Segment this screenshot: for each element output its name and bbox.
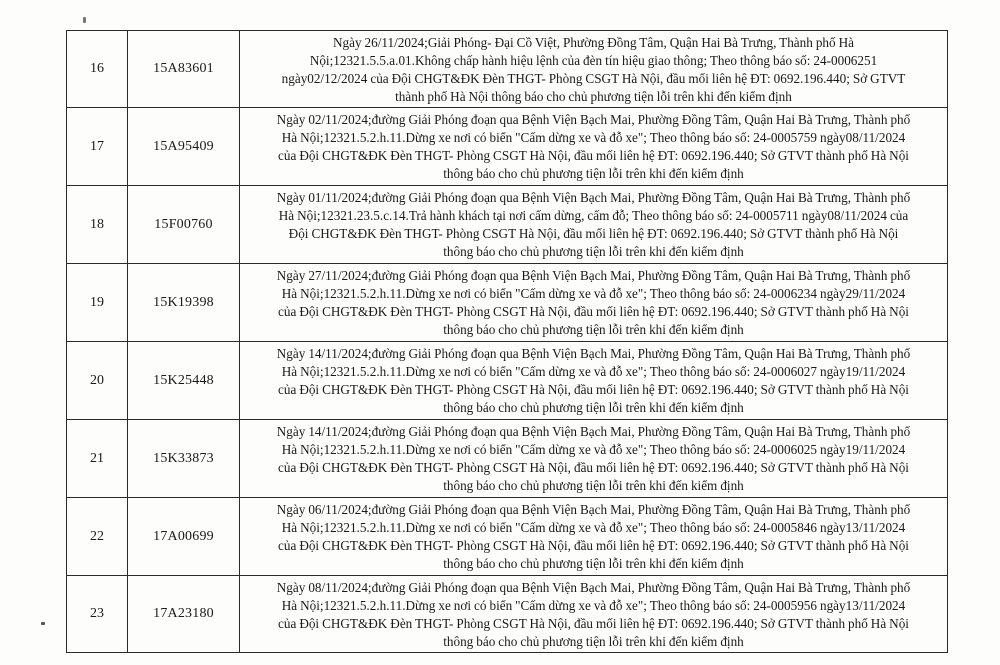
license-plate-cell: 15K25448 (128, 342, 240, 420)
table-row (67, 186, 948, 264)
violations-table-body (67, 31, 948, 653)
description-line: thông báo cho chủ phương tiện lỗi trên khi đến kiểm định (443, 244, 744, 259)
description-line: Ngày 08/11/2024;đường Giải Phóng đoạn qua Bệnh Viện Bạch Mai, Phường Đồng Tâm, Quận Hai Bà Trưng, Thành phố (276, 579, 911, 595)
row-number-cell: 16 (67, 31, 128, 108)
description-line: thông báo cho chủ phương tiện lỗi trên khi đến kiểm định (443, 478, 744, 493)
description-line: Ngày 26/11/2024;Giải Phóng- Đại Cồ Việt, Phường Đồng Tâm, Quận Hai Bà Trưng, Thành phố Hà (333, 34, 854, 50)
description-line: của Đội CHGT&ĐK Đèn THGT- Phòng CSGT Hà Nội, đầu mối liên hệ ĐT: 0692.196.440; Sở GTVT thành phố Hà Nội (278, 304, 909, 319)
description-line: của Đội CHGT&ĐK Đèn THGT- Phòng CSGT Hà Nội, đầu mối liên hệ ĐT: 0692.196.440; Sở GTVT thành phố Hà Nội (278, 615, 909, 631)
description-line: Hà Nội;12321.5.2.h.11.Dừng xe nơi có biển "Cấm dừng xe và đỗ xe"; Theo thông báo số: 24-0005846 ngày13/11/2024 (281, 520, 906, 535)
description-line: Hà Nội;12321.5.2.h.11.Dừng xe nơi có biển "Cấm dừng xe và đỗ xe"; Theo thông báo số: 24-0005759 ngày08/11/2024 (281, 130, 906, 145)
description-line: Hà Nội;12321.5.2.h.11.Dừng xe nơi có biển "Cấm dừng xe và đỗ xe"; Theo thông báo số: 24-0006025 ngày19/11/2024 (281, 442, 906, 457)
row-number-cell: 19 (67, 264, 128, 342)
description-line: Ngày 14/11/2024;đường Giải Phóng đoạn qua Bệnh Viện Bạch Mai, Phường Đồng Tâm, Quận Hai Bà Trưng, Thành phố (276, 424, 911, 439)
table-row (67, 264, 948, 342)
violation-description-cell (240, 342, 948, 420)
violation-description-cell (240, 264, 948, 342)
license-plate-cell: 15F00760 (128, 186, 240, 264)
table-row (67, 576, 948, 653)
description-line: Hà Nội;12321.5.2.h.11.Dừng xe nơi có biển "Cấm dừng xe và đỗ xe"; Theo thông báo số: 24-0005956 ngày13/11/2024 (281, 597, 906, 613)
description-line: Ngày 06/11/2024;đường Giải Phóng đoạn qua Bệnh Viện Bạch Mai, Phường Đồng Tâm, Quận Hai Bà Trưng, Thành phố (276, 502, 911, 517)
violation-description-cell (240, 31, 948, 108)
license-plate-cell: 15A95409 (128, 108, 240, 186)
description-line: Ngày 02/11/2024;đường Giải Phóng đoạn qua Bệnh Viện Bạch Mai, Phường Đồng Tâm, Quận Hai Bà Trưng, Thành phố (276, 112, 911, 127)
description-line: của Đội CHGT&ĐK Đèn THGT- Phòng CSGT Hà Nội, đầu mối liên hệ ĐT: 0692.196.440; Sở GTVT thành phố Hà Nội (278, 538, 909, 553)
violations-table (66, 30, 948, 653)
scan-smudge-mark (83, 17, 86, 23)
description-line: Đội CHGT&ĐK Đèn THGT- Phòng CSGT Hà Nội, đầu mối liên hệ ĐT: 0692.196.440; Sở GTVT thành phố Hà Nội (288, 226, 899, 241)
violation-description-cell (240, 186, 948, 264)
description-line: thông báo cho chủ phương tiện lỗi trên khi đến kiểm định (443, 633, 744, 649)
table-row (67, 31, 948, 108)
violation-description-cell (240, 108, 948, 186)
row-number-cell: 23 (67, 576, 128, 653)
description-line: Ngày 14/11/2024;đường Giải Phóng đoạn qua Bệnh Viện Bạch Mai, Phường Đồng Tâm, Quận Hai Bà Trưng, Thành phố (276, 346, 911, 361)
table-row (67, 108, 948, 186)
description-line: ngày02/12/2024 của Đội CHGT&ĐK Đèn THGT- Phòng CSGT Hà Nội, đầu mối liên hệ ĐT: 0692.196.440; Sở GTVT (281, 70, 906, 86)
row-number-cell: 21 (67, 420, 128, 498)
description-line: thông báo cho chủ phương tiện lỗi trên khi đến kiểm định (443, 322, 744, 337)
row-number-cell: 17 (67, 108, 128, 186)
table-row (67, 498, 948, 576)
row-number-cell: 20 (67, 342, 128, 420)
license-plate-cell: 15K19398 (128, 264, 240, 342)
license-plate-cell: 15A83601 (128, 31, 240, 108)
license-plate-cell: 17A00699 (128, 498, 240, 576)
description-line: thông báo cho chủ phương tiện lỗi trên khi đến kiểm định (443, 400, 744, 415)
license-plate-cell: 15K33873 (128, 420, 240, 498)
description-line: Hà Nội;12321.5.2.h.11.Dừng xe nơi có biển "Cấm dừng xe và đỗ xe"; Theo thông báo số: 24-0006027 ngày19/11/2024 (281, 364, 906, 379)
table-row (67, 342, 948, 420)
scan-dot-mark (41, 622, 45, 625)
row-number-cell: 22 (67, 498, 128, 576)
description-line: của Đội CHGT&ĐK Đèn THGT- Phòng CSGT Hà Nội, đầu mối liên hệ ĐT: 0692.196.440; Sở GTVT thành phố Hà Nội (278, 148, 909, 163)
description-line: thông báo cho chủ phương tiện lỗi trên khi đến kiểm định (443, 166, 744, 181)
description-line: Hà Nội;12321.23.5.c.14.Trả hành khách tại nơi cấm dừng, cấm đỗ; Theo thông báo số: 24-0005711 ngày08/11/2024 của (278, 208, 909, 223)
description-line: thành phố Hà Nội thông báo cho chủ phương tiện lỗi trên khi đến kiểm định (395, 88, 792, 104)
description-line: Ngày 27/11/2024;đường Giải Phóng đoạn qua Bệnh Viện Bạch Mai, Phường Đồng Tâm, Quận Hai Bà Trưng, Thành phố (276, 268, 911, 283)
description-line: thông báo cho chủ phương tiện lỗi trên khi đến kiểm định (443, 556, 744, 571)
violation-description-cell (240, 420, 948, 498)
violation-description-cell (240, 576, 948, 653)
description-line: Ngày 01/11/2024;đường Giải Phóng đoạn qua Bệnh Viện Bạch Mai, Phường Đồng Tâm, Quận Hai Bà Trưng, Thành phố (276, 190, 911, 205)
violation-description-cell (240, 498, 948, 576)
description-line: của Đội CHGT&ĐK Đèn THGT- Phòng CSGT Hà Nội, đầu mối liên hệ ĐT: 0692.196.440; Sở GTVT thành phố Hà Nội (278, 382, 909, 397)
description-line: Hà Nội;12321.5.2.h.11.Dừng xe nơi có biển "Cấm dừng xe và đỗ xe"; Theo thông báo số: 24-0006234 ngày29/11/2024 (281, 286, 906, 301)
description-line: của Đội CHGT&ĐK Đèn THGT- Phòng CSGT Hà Nội, đầu mối liên hệ ĐT: 0692.196.440; Sở GTVT thành phố Hà Nội (278, 460, 909, 475)
description-line: Nội;12321.5.5.a.01.Không chấp hành hiệu lệnh của đèn tín hiệu giao thông; Theo thông báo số: 24-0006251 (309, 52, 878, 68)
table-row (67, 420, 948, 498)
license-plate-cell: 17A23180 (128, 576, 240, 653)
row-number-cell: 18 (67, 186, 128, 264)
